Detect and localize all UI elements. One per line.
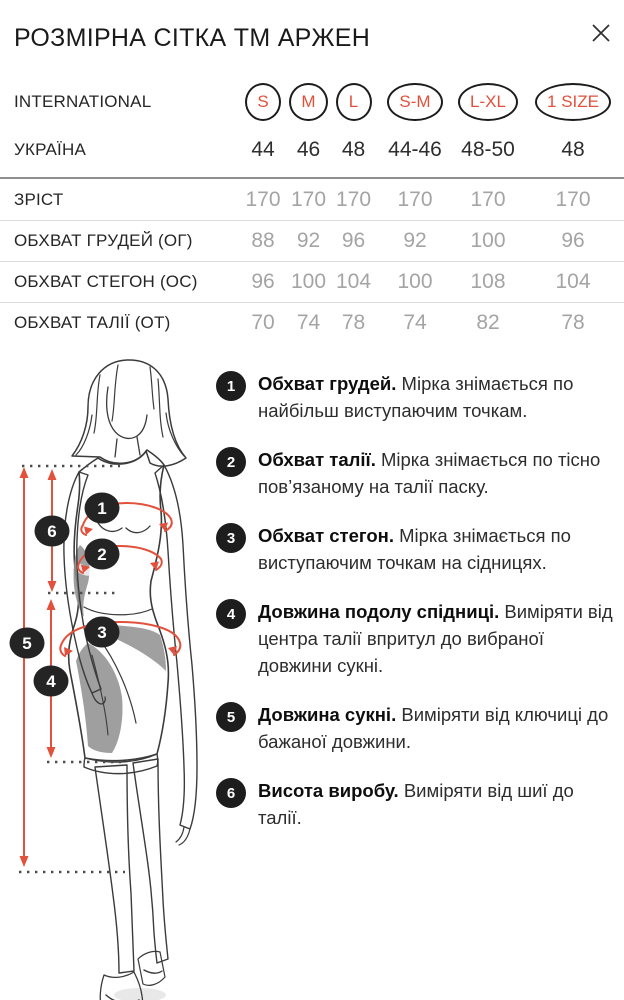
figure-marker-6 bbox=[35, 516, 70, 547]
ukraine-row bbox=[0, 129, 624, 171]
cell: 104 bbox=[555, 270, 591, 293]
cell: 100 bbox=[290, 270, 327, 293]
row-label: ЗРІСТ bbox=[14, 189, 64, 209]
cell: 170 bbox=[245, 187, 281, 211]
item-description: Мірка знімається по найбільш виступаючим точкам. bbox=[258, 373, 574, 421]
svg-text:6: 6 bbox=[47, 522, 57, 541]
cell: 170 bbox=[290, 187, 327, 211]
size-header bbox=[0, 75, 624, 171]
ukraine-size-value: 44 bbox=[251, 138, 275, 161]
item-text bbox=[258, 446, 614, 500]
list-item bbox=[216, 522, 614, 576]
figure-marker-1 bbox=[85, 493, 120, 524]
measurements-table bbox=[0, 177, 624, 343]
row-label: ОБХВАТ СТЕГОН (ОС) bbox=[14, 272, 198, 291]
item-text bbox=[258, 598, 614, 679]
item-title: Обхват талії. bbox=[258, 449, 376, 470]
item-description: Виміряти від шиї до талії. bbox=[258, 780, 574, 828]
cell: 170 bbox=[397, 187, 433, 211]
table-row bbox=[0, 220, 624, 261]
list-item bbox=[216, 598, 614, 679]
cell: 170 bbox=[335, 187, 372, 211]
cell: 70 bbox=[251, 311, 275, 334]
cell: 96 bbox=[341, 229, 366, 252]
cell: 96 bbox=[251, 270, 275, 293]
item-number-badge: 5 bbox=[216, 702, 246, 732]
size-badge-m: M bbox=[289, 83, 327, 121]
item-title: Довжина подолу спідниці. bbox=[258, 601, 500, 622]
figure-marker-3 bbox=[85, 617, 120, 648]
ukraine-size-value: 48 bbox=[561, 138, 585, 161]
cell: 82 bbox=[476, 311, 500, 334]
list-item bbox=[216, 370, 614, 424]
ukraine-size-value: 44-46 bbox=[388, 138, 442, 161]
svg-text:2: 2 bbox=[97, 545, 107, 564]
header bbox=[0, 0, 624, 53]
figure-marker-2 bbox=[85, 539, 120, 570]
svg-text:5: 5 bbox=[22, 634, 32, 653]
size-guide-figure bbox=[0, 355, 215, 1000]
item-description: Мірка знімається по виступаючим точкам на сідницях. bbox=[258, 525, 571, 573]
svg-text:3: 3 bbox=[97, 623, 107, 642]
item-number-badge: 2 bbox=[216, 447, 246, 477]
ukraine-size-value: 46 bbox=[296, 138, 321, 161]
size-badge-s-m: S-M bbox=[387, 83, 442, 121]
item-title: Обхват грудей. bbox=[258, 373, 397, 394]
ukraine-label: УКРАЇНА bbox=[14, 140, 86, 159]
svg-text:4: 4 bbox=[46, 672, 56, 691]
item-text bbox=[258, 370, 614, 424]
close-button[interactable] bbox=[584, 16, 618, 50]
item-text bbox=[258, 522, 614, 576]
ukraine-size-value: 48 bbox=[341, 138, 366, 161]
cell: 100 bbox=[470, 229, 506, 252]
cell: 108 bbox=[470, 270, 506, 293]
woman-sketch bbox=[64, 360, 197, 1000]
cell: 100 bbox=[397, 270, 433, 293]
list-item bbox=[216, 701, 614, 755]
item-number-badge: 3 bbox=[216, 523, 246, 553]
size-badge-l-xl: L-XL bbox=[458, 83, 518, 121]
cell: 78 bbox=[561, 311, 585, 334]
cell: 170 bbox=[555, 187, 591, 211]
floor-shadow bbox=[42, 988, 166, 1000]
item-text bbox=[258, 701, 614, 755]
cell: 74 bbox=[403, 311, 427, 334]
size-badge-s: S bbox=[245, 83, 281, 121]
item-text bbox=[258, 777, 614, 831]
cell: 74 bbox=[296, 311, 321, 334]
cell: 96 bbox=[561, 229, 585, 252]
svg-text:1: 1 bbox=[97, 499, 107, 518]
cell: 88 bbox=[251, 229, 275, 252]
item-description: Мірка знімається по тісно пов’язаному на талії паску. bbox=[258, 449, 601, 497]
item-number-badge: 4 bbox=[216, 599, 246, 629]
item-description: Виміряти від ключиці до бажаної довжини. bbox=[258, 704, 609, 752]
row-label: ОБХВАТ ГРУДЕЙ (ОГ) bbox=[14, 231, 193, 250]
table-row bbox=[0, 177, 624, 220]
table-row bbox=[0, 261, 624, 302]
cell: 92 bbox=[403, 229, 427, 252]
list-item bbox=[216, 446, 614, 500]
cell: 170 bbox=[470, 187, 506, 211]
cell: 78 bbox=[341, 311, 366, 334]
ukraine-size-value: 48-50 bbox=[461, 138, 515, 161]
international-row bbox=[0, 75, 624, 129]
item-number-badge: 6 bbox=[216, 778, 246, 808]
item-number-badge: 1 bbox=[216, 371, 246, 401]
cell: 92 bbox=[296, 229, 321, 252]
item-title: Висота виробу. bbox=[258, 780, 399, 801]
item-description: Виміряти від центра талії впритул до вибраної довжини сукні. bbox=[258, 601, 613, 676]
item-title: Довжина сукні. bbox=[258, 704, 397, 725]
figure-marker-5 bbox=[10, 628, 45, 659]
page-title: РОЗМІРНА СІТКА ТМ АРЖЕН bbox=[14, 24, 371, 52]
row-label: ОБХВАТ ТАЛІЇ (ОТ) bbox=[14, 313, 171, 332]
measuring-guide bbox=[0, 355, 624, 1000]
international-label: INTERNATIONAL bbox=[14, 92, 152, 111]
guide-list bbox=[216, 370, 614, 831]
item-title: Обхват стегон. bbox=[258, 525, 394, 546]
size-badge-1size: 1 SIZE bbox=[535, 83, 611, 121]
size-badge-l: L bbox=[336, 83, 372, 121]
table-row bbox=[0, 302, 624, 343]
list-item bbox=[216, 777, 614, 831]
close-icon bbox=[584, 16, 618, 50]
figure-marker-4 bbox=[34, 666, 69, 697]
cell: 104 bbox=[335, 270, 372, 293]
